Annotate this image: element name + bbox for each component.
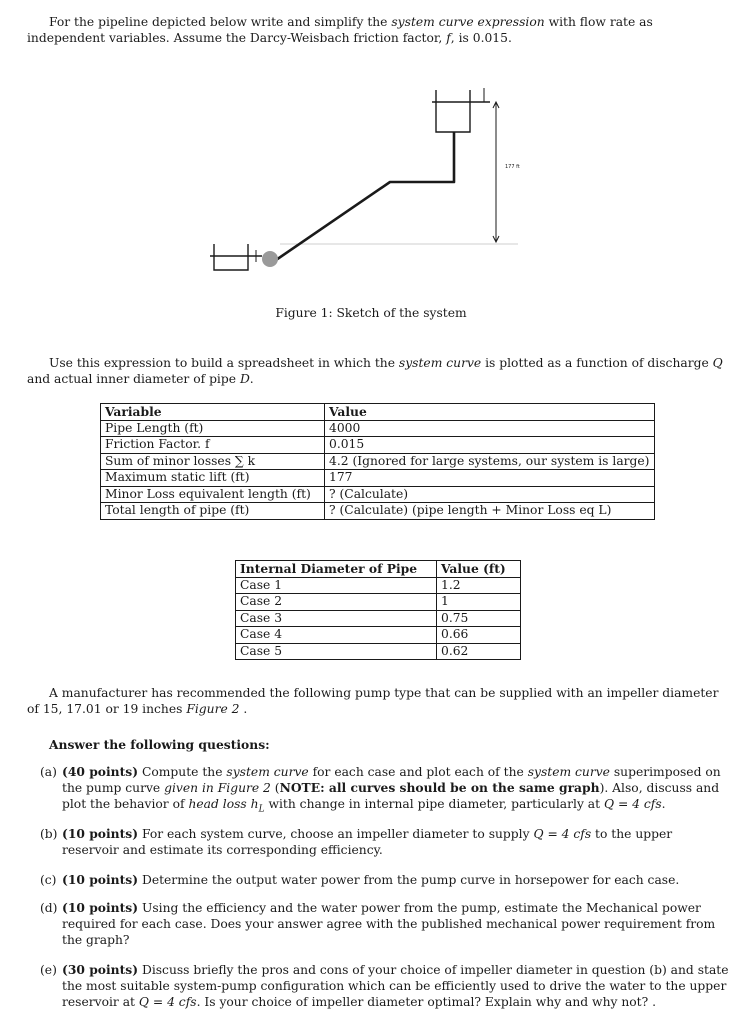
table-cell: Case 4	[236, 627, 437, 644]
lower-reservoir	[214, 244, 248, 270]
qc-text-1: Determine the output water power from the pump curve in horsepower for each case.	[138, 873, 680, 887]
p2-em: system curve	[398, 356, 482, 370]
question-points: (10 points)	[62, 872, 139, 887]
table-cell: Minor Loss equivalent length (ft)	[101, 486, 325, 503]
table-row	[236, 627, 521, 644]
table-header-row	[101, 404, 655, 421]
intro-paragraph	[27, 14, 727, 46]
table-row	[101, 470, 655, 487]
table-header: Value (ft)	[437, 561, 521, 578]
table-cell: 1.2	[437, 577, 521, 594]
pump-paragraph	[27, 685, 727, 717]
table-cell: 0.66	[437, 627, 521, 644]
table-row	[236, 610, 521, 627]
qa-text-7: .	[661, 797, 666, 811]
intro-f: f	[446, 31, 451, 45]
question-label: (c)	[40, 873, 57, 887]
p3-text-1: A manufacturer has recommended the following pump type that can be supplied with an impeller diameter of 15, 17.01 or 19 inches	[27, 686, 719, 716]
p2-text-3: and actual inner diameter of pipe	[27, 372, 240, 386]
table-row	[101, 486, 655, 503]
qb-em-1: Q = 4 cfs	[533, 827, 592, 841]
question-label: (e)	[40, 963, 57, 977]
qa-em-1: system curve	[226, 765, 309, 779]
table-cell: 0.75	[437, 610, 521, 627]
table-cell: 177	[325, 470, 655, 487]
qa-sub: L	[258, 804, 265, 815]
table-row	[236, 577, 521, 594]
question-label: (d)	[40, 901, 58, 915]
question-points: (40 points)	[62, 764, 139, 779]
qa-text-3: superimposed on the pump curve	[62, 765, 721, 795]
table-cell: 1	[437, 594, 521, 611]
question-a	[40, 764, 730, 815]
p2-text-1: Use this expression to build a spreadsheet in which the	[49, 356, 399, 370]
qb-text-1: For each system curve, choose an impeller diameter to supply	[138, 827, 534, 841]
question-c	[40, 872, 730, 888]
qa-note: NOTE: all curves should be on the same graph	[279, 780, 600, 795]
table-header: Internal Diameter of Pipe	[236, 561, 437, 578]
p3-em: Figure 2	[186, 702, 240, 716]
table-cell: Case 3	[236, 610, 437, 627]
qe-em-1: Q = 4 cfs	[138, 995, 197, 1009]
question-points: (30 points)	[62, 962, 139, 977]
question-points: (10 points)	[62, 900, 139, 915]
question-label: (b)	[40, 827, 58, 841]
p2-text-2: is plotted as a function of discharge	[481, 356, 713, 370]
answer-heading: Answer the following questions:	[49, 737, 270, 752]
variables-table	[100, 403, 655, 520]
figure-caption: Figure 1: Sketch of the system	[275, 306, 467, 320]
table-cell: Case 2	[236, 594, 437, 611]
qa-em-2: system curve	[527, 765, 610, 779]
system-sketch-figure	[200, 82, 540, 282]
intro-em: system curve expression	[391, 15, 545, 29]
table-cell: Sum of minor losses ∑ k	[101, 453, 325, 470]
qa-text-6: with change in internal pipe diameter, particularly at	[264, 797, 604, 811]
qe-text-1: Discuss briefly the pros and cons of your choice of impeller diameter in question (b) and state the most suitable system-pump configuration which can be efficiently used to drive the water to the upper reservoir at	[62, 963, 729, 1009]
table-row	[101, 420, 655, 437]
table-row	[101, 437, 655, 454]
qd-text-1: Using the efficiency and the water power from the pump, estimate the Mechanical power required for each case. Does your answer agree with the published mechanical power requirement from the graph?	[62, 901, 716, 947]
pump-icon	[262, 251, 278, 267]
p3-text-2: .	[239, 702, 248, 716]
table-cell: Pipe Length (ft)	[101, 420, 325, 437]
table-cell: 0.62	[437, 643, 521, 660]
qa-text-2: for each case and plot each of the	[308, 765, 528, 779]
p2-q: Q	[712, 356, 723, 370]
table-cell: Case 5	[236, 643, 437, 660]
qa-text-1: Compute the	[138, 765, 227, 779]
qb-text-2: to the upper reservoir and estimate its corresponding efficiency.	[62, 827, 673, 857]
qa-text-4: (	[270, 781, 280, 795]
question-b	[40, 826, 730, 858]
table-row	[236, 643, 521, 660]
table-cell: Friction Factor. f	[101, 437, 325, 454]
qa-em-3: given in Figure 2	[164, 781, 271, 795]
question-d	[40, 900, 730, 948]
intro-text-2: with flow rate as independent variables. Assume the Darcy-Weisbach friction factor,	[27, 15, 653, 45]
qa-em-4: head loss h	[188, 797, 259, 811]
table-row	[236, 594, 521, 611]
pipeline	[276, 132, 454, 260]
qa-text-5: ). Also, discuss and plot the behavior of	[62, 781, 720, 811]
table-cell: ? (Calculate) (pipe length + Minor Loss eq L)	[325, 503, 655, 520]
intro-text-3: , is 0.015.	[450, 31, 512, 45]
table-cell: 4.2 (Ignored for large systems, our system is large)	[325, 453, 655, 470]
table-cell: Maximum static lift (ft)	[101, 470, 325, 487]
spreadsheet-paragraph	[27, 355, 727, 387]
table-cell: ? (Calculate)	[325, 486, 655, 503]
table-header: Variable	[101, 404, 325, 421]
qe-text-2: . Is your choice of impeller diameter optimal? Explain why and why not? .	[196, 995, 657, 1009]
diameter-table	[235, 560, 521, 660]
table-cell: Case 1	[236, 577, 437, 594]
table-header: Value	[325, 404, 655, 421]
question-label: (a)	[40, 765, 57, 779]
table-cell: 4000	[325, 420, 655, 437]
table-cell: Total length of pipe (ft)	[101, 503, 325, 520]
table-row	[101, 503, 655, 520]
table-header-row	[236, 561, 521, 578]
p2-d: D	[239, 372, 250, 386]
question-e	[40, 962, 730, 1010]
p2-text-4: .	[249, 372, 254, 386]
intro-text-1: For the pipeline depicted below write and simplify the	[49, 15, 392, 29]
question-points: (10 points)	[62, 826, 139, 841]
table-cell: 0.015	[325, 437, 655, 454]
table-row	[101, 453, 655, 470]
upper-reservoir	[436, 90, 470, 132]
qa-em-5: Q = 4 cfs	[603, 797, 662, 811]
height-label: 177 ft	[505, 164, 520, 170]
